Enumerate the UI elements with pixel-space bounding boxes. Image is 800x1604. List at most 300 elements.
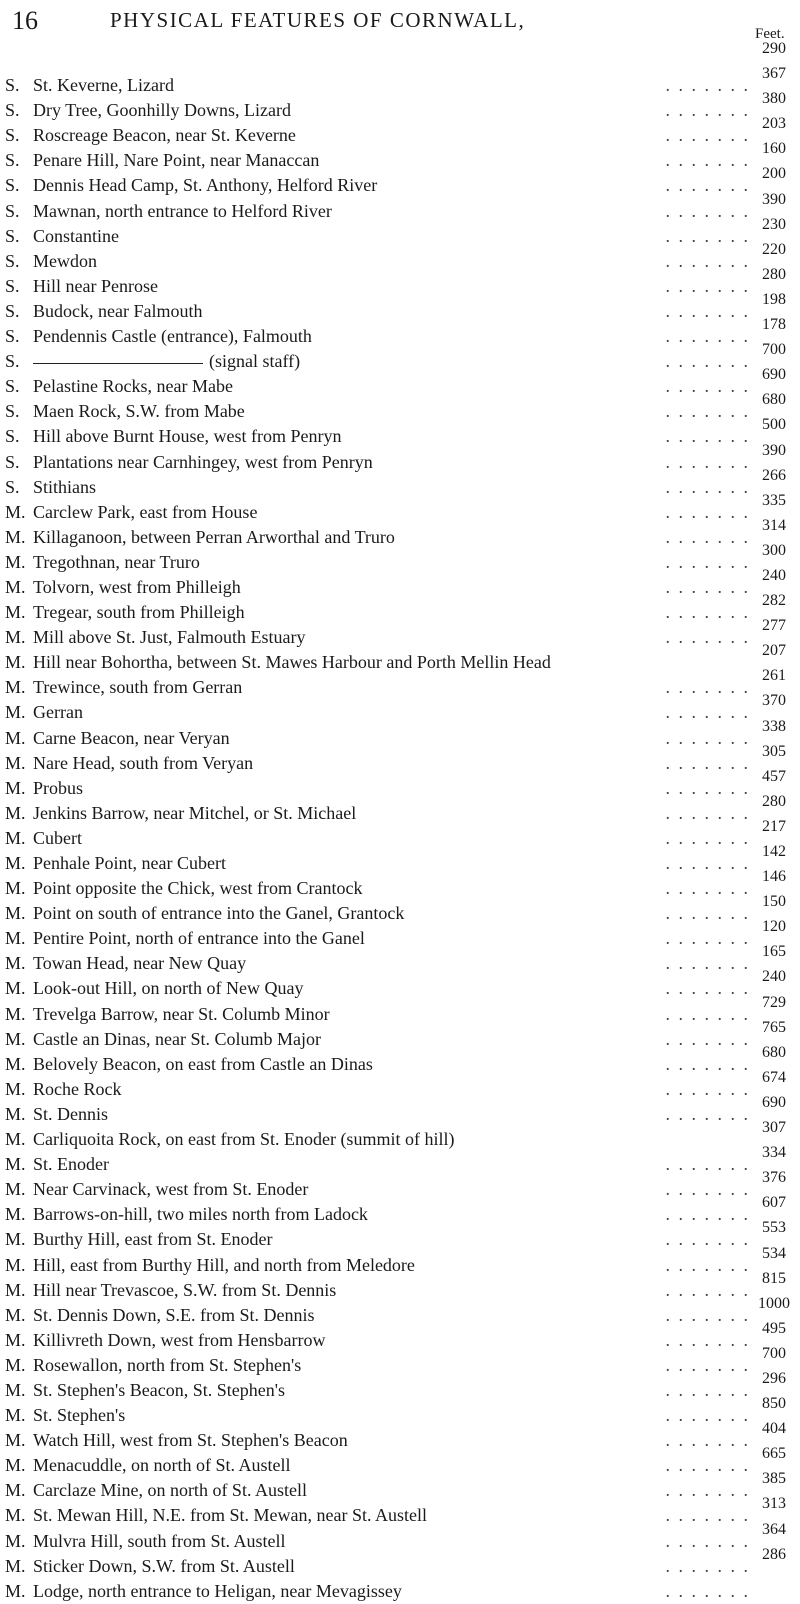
- place-name-text: Pelastine Rocks, near Mabe: [33, 376, 233, 397]
- map-sheet-code: S.: [5, 225, 20, 246]
- place-name-text: Hill above Burnt House, west from Penryn: [33, 426, 342, 447]
- map-sheet-code: S.: [5, 75, 20, 96]
- place-name: [33, 374, 233, 399]
- table-row: [0, 1244, 800, 1278]
- table-row: [0, 592, 800, 625]
- place-name: [33, 851, 226, 876]
- map-sheet-code: S.: [5, 351, 20, 372]
- leader-dots: . . . . . . .: [665, 1003, 750, 1024]
- place-name: [33, 1152, 109, 1177]
- place-name: [33, 1428, 348, 1453]
- place-name: [33, 1202, 368, 1227]
- map-sheet-code: M.: [5, 1204, 26, 1225]
- leader-dots: . . . . . . .: [665, 351, 750, 372]
- elevation-value: 142: [762, 843, 786, 860]
- place-name-text: St. Stephen's: [33, 1405, 126, 1426]
- place-name: [33, 1328, 325, 1353]
- leader-dots: . . . . . . .: [665, 426, 750, 447]
- place-name-text: Towan Head, near New Quay: [33, 953, 247, 974]
- place-name: [33, 525, 395, 550]
- elevation-value: 280: [762, 792, 786, 810]
- leader-dots: . . . . . . .: [665, 326, 750, 347]
- map-sheet-code: M.: [5, 1003, 26, 1024]
- map-sheet-code: M.: [5, 576, 26, 597]
- place-name-text: Carne Beacon, near Veryan: [33, 727, 230, 748]
- table-row: [0, 667, 800, 700]
- place-name-text: Nare Head, south from Veryan: [33, 752, 254, 773]
- map-sheet-code: S.: [5, 150, 20, 171]
- map-sheet-code: S.: [5, 100, 20, 121]
- map-sheet-code: M.: [5, 1129, 26, 1150]
- elevation-value: 680: [762, 391, 786, 409]
- map-sheet-code: M.: [5, 953, 26, 974]
- elevation-value: 500: [762, 416, 786, 434]
- leader-dots: . . . . . . .: [665, 376, 750, 397]
- table-row: [0, 1119, 800, 1152]
- place-name: [33, 173, 377, 198]
- map-sheet-code: M.: [5, 1254, 26, 1275]
- place-name-text: Hill, east from Burthy Hill, and north from Meledore: [33, 1254, 415, 1275]
- elevation-value: 314: [762, 516, 786, 534]
- place-name-text: Tolvorn, west from Philleigh: [33, 576, 241, 597]
- map-sheet-code: S.: [5, 300, 20, 321]
- place-name-text: Gerran: [33, 702, 83, 723]
- place-name: [33, 123, 296, 148]
- map-sheet-code: M.: [5, 1279, 26, 1300]
- elevation-value: 307: [762, 1119, 786, 1137]
- elevation-value: 266: [762, 466, 786, 484]
- table-row: [0, 265, 800, 299]
- elevation-value: 690: [762, 366, 786, 384]
- elevation-value: 700: [762, 1344, 786, 1362]
- ditto-dash: [33, 363, 203, 364]
- place-name-text: Belovely Beacon, on east from Castle an Dinas: [33, 1053, 373, 1074]
- elevation-value: 334: [762, 1144, 786, 1162]
- elevation-value: 165: [762, 943, 786, 961]
- place-name: [33, 1503, 427, 1528]
- table-row: [0, 1470, 800, 1503]
- place-name-text: Roscreage Beacon, near St. Keverne: [33, 125, 296, 146]
- map-sheet-code: M.: [5, 1103, 26, 1124]
- leader-dots: . . . . . . .: [665, 551, 750, 572]
- leader-dots: . . . . . . .: [665, 476, 750, 497]
- place-name: [33, 98, 291, 123]
- place-name-text: Jenkins Barrow, near Mitchel, or St. Michael: [33, 802, 357, 823]
- place-name-text: Pendennis Castle (entrance), Falmouth: [33, 326, 312, 347]
- place-name-text: Menacuddle, on north of St. Austell: [33, 1455, 291, 1476]
- map-sheet-code: M.: [5, 526, 26, 547]
- leader-dots: . . . . . . .: [665, 827, 750, 848]
- elevation-value: 390: [762, 190, 786, 208]
- map-sheet-code: M.: [5, 1078, 26, 1099]
- elevation-value: 230: [762, 215, 786, 233]
- place-name-text: Killaganoon, between Perran Arworthal and Truro: [33, 526, 395, 547]
- leader-dots: . . . . . . .: [665, 1179, 750, 1200]
- place-name: [33, 876, 362, 901]
- place-name-text: Dry Tree, Goonhilly Downs, Lizard: [33, 100, 291, 121]
- place-name: [33, 1227, 272, 1252]
- leader-dots: . . . . . . .: [665, 777, 750, 798]
- leader-dots: . . . . . . .: [665, 1279, 750, 1300]
- map-sheet-code: S.: [5, 451, 20, 472]
- map-sheet-code: M.: [5, 1179, 26, 1200]
- table-row: [0, 1219, 800, 1252]
- elevation-value: 217: [762, 817, 786, 835]
- place-name: [33, 199, 332, 224]
- leader-dots: . . . . . . .: [665, 1405, 750, 1426]
- place-name: [33, 1002, 330, 1027]
- table-row: [0, 1445, 800, 1478]
- place-name-text: Killivreth Down, west from Hensbarrow: [33, 1329, 326, 1350]
- place-name-text: Constantine: [33, 225, 119, 246]
- elevation-value: 146: [762, 868, 786, 886]
- leader-dots: . . . . . . .: [665, 1204, 750, 1225]
- map-sheet-code: M.: [5, 1354, 26, 1375]
- place-name: [33, 1353, 301, 1378]
- table-row: [0, 140, 800, 173]
- elevation-value: 220: [762, 240, 786, 258]
- table-row: [0, 541, 800, 575]
- place-name-text: Trevelga Barrow, near St. Columb Minor: [33, 1003, 330, 1024]
- place-name: [33, 299, 202, 324]
- table-row: [0, 1294, 800, 1328]
- elevation-value: 240: [762, 968, 786, 986]
- table-row: [0, 1579, 800, 1604]
- place-name: [33, 751, 253, 776]
- leader-dots: . . . . . . .: [665, 576, 750, 597]
- table-row: [0, 115, 800, 148]
- elevation-value: 607: [762, 1194, 786, 1212]
- table-row: [0, 1319, 800, 1353]
- table-row: [0, 742, 800, 776]
- leader-dots: . . . . . . .: [665, 978, 750, 999]
- place-name-text: St. Stephen's Beacon, St. Stephen's: [33, 1379, 285, 1400]
- elevation-value: 160: [762, 140, 786, 158]
- place-name-text: Mawnan, north entrance to Helford River: [33, 200, 332, 221]
- table-row: [0, 341, 800, 374]
- table-row: [0, 516, 800, 550]
- leader-dots: . . . . . . .: [665, 1354, 750, 1375]
- map-sheet-code: S.: [5, 401, 20, 422]
- place-name: [33, 249, 97, 274]
- table-row: [0, 1420, 800, 1453]
- leader-dots: . . . . . . .: [665, 1154, 750, 1175]
- table-row: [0, 391, 800, 424]
- place-name-text: Mewdon: [33, 250, 97, 271]
- place-name: [33, 976, 303, 1001]
- elevation-value: 495: [762, 1319, 786, 1337]
- map-sheet-code: M.: [5, 1480, 26, 1501]
- table-row: [0, 1269, 800, 1303]
- elevation-value: 277: [762, 617, 786, 635]
- place-name-text: Point on south of entrance into the Ganel, Grantock: [33, 903, 405, 924]
- place-name: [33, 1177, 308, 1202]
- map-sheet-code: M.: [5, 1304, 26, 1325]
- place-name-text: (signal staff): [209, 351, 301, 372]
- leader-dots: . . . . . . .: [665, 1455, 750, 1476]
- place-name-text: Tregear, south from Philleigh: [33, 602, 245, 623]
- table-row: [0, 893, 800, 926]
- place-name-text: Stithians: [33, 476, 97, 497]
- table-row: [0, 918, 800, 951]
- leader-dots: . . . . . . .: [665, 1379, 750, 1400]
- table-row: [0, 215, 800, 249]
- place-name: [33, 1529, 286, 1554]
- leader-dots: . . . . . . .: [665, 602, 750, 623]
- elevation-value: 700: [762, 341, 786, 359]
- elevation-value: 280: [762, 265, 786, 283]
- place-name: [33, 1052, 373, 1077]
- place-name: [33, 700, 83, 725]
- table-row: [0, 993, 800, 1027]
- place-name-text: Sticker Down, S.W. from St. Austell: [33, 1555, 295, 1576]
- place-name-text: Budock, near Falmouth: [33, 300, 203, 321]
- place-name: [33, 1378, 285, 1403]
- elevation-value: 553: [762, 1219, 786, 1237]
- place-name-text: Castle an Dinas, near St. Columb Major: [33, 1028, 321, 1049]
- table-row: [0, 1144, 800, 1177]
- place-name-text: St. Enoder: [33, 1154, 109, 1175]
- map-sheet-code: S.: [5, 476, 20, 497]
- place-name: [33, 73, 174, 98]
- leader-dots: . . . . . . .: [665, 627, 750, 648]
- elevation-value: 729: [762, 993, 786, 1011]
- place-name-text: Lodge, north entrance to Heligan, near Mevagissey: [33, 1580, 402, 1601]
- place-name: [33, 776, 83, 801]
- map-sheet-code: S.: [5, 326, 20, 347]
- leader-dots: . . . . . . .: [665, 451, 750, 472]
- map-sheet-code: M.: [5, 1555, 26, 1576]
- place-name-text: Mill above St. Just, Falmouth Estuary: [33, 627, 306, 648]
- map-sheet-code: M.: [5, 1405, 26, 1426]
- place-name: [33, 324, 312, 349]
- table-row: [0, 692, 800, 725]
- place-name-text: Hill near Trevascoe, S.W. from St. Dennis: [33, 1279, 337, 1300]
- place-name: [33, 424, 341, 449]
- map-sheet-code: M.: [5, 1455, 26, 1476]
- map-sheet-code: M.: [5, 1329, 26, 1350]
- leader-dots: . . . . . . .: [665, 1053, 750, 1074]
- table-row: [0, 1344, 800, 1378]
- table-row: [0, 290, 800, 324]
- place-name: [33, 274, 158, 299]
- place-name: [33, 826, 82, 851]
- elevation-value: 296: [762, 1369, 786, 1387]
- elevation-value: 380: [762, 90, 786, 108]
- leader-dots: . . . . . . .: [665, 1254, 750, 1275]
- table-row: [0, 792, 800, 826]
- elevation-value: 390: [762, 441, 786, 459]
- leader-dots: . . . . . . .: [665, 853, 750, 873]
- map-sheet-code: S.: [5, 250, 20, 271]
- leader-dots: . . . . . . .: [665, 1229, 750, 1250]
- place-name-text: Penhale Point, near Cubert: [33, 853, 226, 873]
- table-row: [0, 316, 800, 349]
- place-name: [33, 675, 242, 700]
- leader-dots: . . . . . . .: [665, 175, 750, 196]
- map-sheet-code: M.: [5, 702, 26, 723]
- elevation-value: 765: [762, 1018, 786, 1036]
- table-row: [0, 617, 800, 650]
- map-sheet-code: M.: [5, 602, 26, 623]
- place-name: [33, 500, 257, 525]
- map-sheet-code: M.: [5, 551, 26, 572]
- leader-dots: . . . . . . .: [665, 300, 750, 321]
- map-sheet-code: M.: [5, 978, 26, 999]
- elevation-value: 178: [762, 316, 786, 334]
- leader-dots: . . . . . . .: [665, 1505, 750, 1526]
- table-row: [0, 1068, 800, 1102]
- map-sheet-code: M.: [5, 727, 26, 748]
- table-row: [0, 943, 800, 976]
- table-row: [0, 1369, 800, 1403]
- elevation-value: 404: [762, 1420, 786, 1438]
- place-name: [33, 1303, 315, 1328]
- place-name-text: Carliquoita Rock, on east from St. Enoder (summit of hill): [33, 1129, 455, 1150]
- elevation-value: 367: [762, 65, 786, 83]
- leader-dots: . . . . . . .: [665, 727, 750, 748]
- table-row: [0, 1093, 800, 1127]
- leader-dots: . . . . . . .: [665, 150, 750, 171]
- place-name: [33, 951, 246, 976]
- map-sheet-code: M.: [5, 1154, 26, 1175]
- table-row: [0, 441, 800, 475]
- elevation-value: 376: [762, 1169, 786, 1187]
- leader-dots: . . . . . . .: [665, 200, 750, 221]
- elevation-value: 690: [762, 1093, 786, 1111]
- table-row: [0, 165, 800, 198]
- leader-dots: . . . . . . .: [665, 878, 750, 899]
- table-row: [0, 366, 800, 399]
- map-sheet-code: S.: [5, 125, 20, 146]
- table-row: [0, 1520, 800, 1554]
- map-sheet-code: S.: [5, 426, 20, 447]
- leader-dots: . . . . . . .: [665, 1530, 750, 1551]
- place-name-text: Near Carvinack, west from St. Enoder: [33, 1179, 309, 1200]
- table-row: [0, 90, 800, 123]
- place-name-text: Rosewallon, north from St. Stephen's: [33, 1354, 302, 1375]
- place-name-text: Trewince, south from Gerran: [33, 677, 243, 698]
- place-name-text: Dennis Head Camp, St. Anthony, Helford River: [33, 175, 378, 196]
- place-name: [33, 475, 96, 500]
- elevation-value: 261: [762, 667, 786, 685]
- running-head: PHYSICAL FEATURES OF CORNWALL,: [110, 8, 526, 32]
- elevation-value: 1000: [758, 1294, 790, 1312]
- elevation-value: 290: [762, 40, 786, 57]
- leader-dots: . . . . . . .: [665, 526, 750, 547]
- place-name-text: Plantations near Carnhingey, west from Penryn: [33, 451, 373, 472]
- map-sheet-code: M.: [5, 1379, 26, 1400]
- leader-dots: . . . . . . .: [665, 1480, 750, 1501]
- map-sheet-code: M.: [5, 627, 26, 648]
- place-name: [33, 1253, 415, 1278]
- table-row: [0, 1018, 800, 1052]
- place-name: [33, 148, 319, 173]
- elevation-value: 282: [762, 592, 786, 610]
- place-name-text: Carclaze Mine, on north of St. Austell: [33, 1480, 307, 1501]
- leader-dots: . . . . . . .: [665, 125, 750, 146]
- leader-dots: . . . . . . .: [665, 752, 750, 773]
- place-name-text: St. Dennis: [33, 1103, 109, 1124]
- elevation-value: 457: [762, 767, 786, 785]
- place-name: [33, 1478, 307, 1503]
- map-sheet-code: M.: [5, 878, 26, 899]
- place-name: [33, 801, 356, 826]
- map-sheet-code: M.: [5, 802, 26, 823]
- map-sheet-code: M.: [5, 853, 26, 873]
- place-name-text: St. Dennis Down, S.E. from St. Dennis: [33, 1304, 315, 1325]
- table-row: [0, 1395, 800, 1428]
- place-name-text: St. Keverne, Lizard: [33, 75, 174, 96]
- place-name: [33, 1278, 336, 1303]
- place-name: [33, 575, 241, 600]
- place-name-text: Hill near Bohortha, between St. Mawes Harbour and Porth Mellin Head: [33, 652, 551, 673]
- map-sheet-code: M.: [5, 903, 26, 924]
- leader-dots: . . . . . . .: [665, 702, 750, 723]
- map-sheet-code: M.: [5, 677, 26, 698]
- map-sheet-code: S.: [5, 200, 20, 221]
- place-name-text: Look-out Hill, on north of New Quay: [33, 978, 304, 999]
- map-sheet-code: M.: [5, 777, 26, 798]
- leader-dots: . . . . . . .: [665, 75, 750, 96]
- leader-dots: . . . . . . .: [665, 903, 750, 924]
- map-sheet-code: M.: [5, 1229, 26, 1250]
- place-name: [33, 726, 230, 751]
- place-name: [33, 224, 119, 249]
- place-name-text: St. Mewan Hill, N.E. from St. Mewan, near St. Austell: [33, 1505, 427, 1526]
- elevation-value: 150: [762, 893, 786, 911]
- elevation-value: 335: [762, 491, 786, 509]
- leader-dots: . . . . . . .: [665, 802, 750, 823]
- place-name-text: Watch Hill, west from St. Stephen's Beacon: [33, 1430, 348, 1451]
- place-name: [33, 550, 200, 575]
- table-row: [0, 868, 800, 901]
- table-row: [0, 416, 800, 449]
- place-name-text: Barrows-on-hill, two miles north from Ladock: [33, 1204, 368, 1225]
- place-name: [33, 1403, 125, 1428]
- table-row: [0, 1043, 800, 1077]
- table-row: [0, 767, 800, 801]
- place-name-text: Pentire Point, north of entrance into the Ganel: [33, 928, 365, 949]
- place-name-text: Cubert: [33, 827, 82, 848]
- place-name: [33, 1554, 295, 1579]
- leader-dots: . . . . . . .: [665, 928, 750, 949]
- table-row: [0, 1495, 800, 1528]
- place-name: [33, 625, 306, 650]
- table-row: [0, 717, 800, 751]
- place-name-text: Penare Hill, Nare Point, near Manaccan: [33, 150, 320, 171]
- place-name: [33, 450, 373, 475]
- place-name: [33, 926, 365, 951]
- map-sheet-code: M.: [5, 1053, 26, 1074]
- map-sheet-code: M.: [5, 827, 26, 848]
- leader-dots: . . . . . . .: [665, 1028, 750, 1049]
- leader-dots: . . . . . . .: [665, 100, 750, 121]
- place-name: [33, 349, 300, 374]
- map-sheet-code: S.: [5, 175, 20, 196]
- map-sheet-code: M.: [5, 501, 26, 522]
- elevation-value: 850: [762, 1395, 786, 1413]
- leader-dots: . . . . . . .: [665, 1103, 750, 1124]
- place-name-text: Hill near Penrose: [33, 275, 158, 296]
- table-row: [0, 1545, 800, 1579]
- place-name-text: Maen Rock, S.W. from Mabe: [33, 401, 245, 422]
- leader-dots: . . . . . . .: [665, 1580, 750, 1601]
- leader-dots: . . . . . . .: [665, 275, 750, 296]
- table-row: [0, 968, 800, 1001]
- place-name-text: Probus: [33, 777, 84, 798]
- place-name: [33, 650, 551, 675]
